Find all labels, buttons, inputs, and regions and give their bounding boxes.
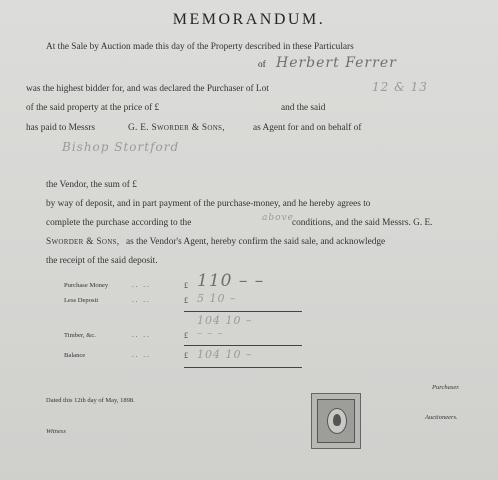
firm-name-2: Sworder & Sons, (46, 237, 120, 247)
pound-less-deposit: £ (184, 296, 188, 305)
text-line-2: was the highest bidder for, and was declared the Purchaser of Lot (26, 84, 269, 94)
firm-name: G. E. Sworder & Sons, (128, 123, 225, 133)
label-purchase-money: Purchase Money (64, 282, 109, 289)
value-subtotal: 104 10 – (197, 314, 253, 327)
sum-rule-2 (184, 345, 302, 346)
dots-timber: .. .. (132, 331, 151, 339)
pound-balance: £ (184, 351, 188, 360)
label-balance: Balance (64, 352, 86, 359)
document-title: MEMORANDUM. (172, 11, 326, 28)
value-purchase-money: 110 – – (197, 271, 265, 291)
dots-less-deposit: .. .. (132, 296, 151, 304)
sum-rule-1 (184, 311, 302, 312)
text-line-3a: of the said property at the price of £ (26, 103, 160, 113)
revenue-stamp (311, 393, 361, 449)
text-line-9: the receipt of the said deposit. (46, 256, 158, 266)
text-line-3b: and the said (281, 103, 326, 113)
handwritten-lot-number: 12 & 13 (372, 80, 428, 94)
text-line-of: of (258, 60, 266, 70)
dots-balance: .. .. (132, 351, 151, 359)
purchaser-label: Purchaser. (432, 384, 460, 391)
stamp-portrait-oval (327, 408, 347, 434)
pound-purchase-money: £ (184, 281, 188, 290)
value-balance: 104 10 – (197, 348, 253, 361)
text-line-4a: has paid to Messrs (26, 123, 95, 133)
text-line-4b: as Agent for and on behalf of (253, 123, 362, 133)
text-line-5: the Vendor, the sum of £ (46, 180, 137, 190)
value-timber: – – – (197, 328, 224, 339)
dated-line: Dated this 12th day of May, 1898. (46, 397, 135, 404)
text-line-7b: conditions, and the said Messrs. G. E. (292, 218, 433, 228)
auctioneers-label: Auctioneers. (425, 414, 458, 421)
text-line-7a: complete the purchase according to the (46, 218, 192, 228)
text-line-1: At the Sale by Auction made this day of the Property described in these Particulars (46, 42, 354, 52)
handwritten-above: above (262, 213, 294, 223)
dots-purchase-money: .. .. (132, 281, 151, 289)
label-less-deposit: Less Deposit (64, 297, 99, 304)
sum-rule-3 (184, 367, 302, 368)
stamp-frame (317, 399, 355, 443)
handwritten-buyer-name: Herbert Ferrer (276, 55, 397, 71)
handwritten-vendor: Bishop Stortford (62, 140, 180, 154)
witness-label: Witness (46, 428, 66, 435)
pound-timber: £ (184, 331, 188, 340)
label-timber: Timber, &c. (64, 332, 96, 339)
text-line-8b: as the Vendor's Agent, hereby confirm the said sale, and acknowledge (126, 237, 386, 247)
value-less-deposit: 5 10 – (197, 292, 237, 305)
stamp-portrait-icon (333, 414, 341, 426)
text-line-6: by way of deposit, and in part payment of the purchase-money, and he hereby agrees to (46, 199, 371, 209)
